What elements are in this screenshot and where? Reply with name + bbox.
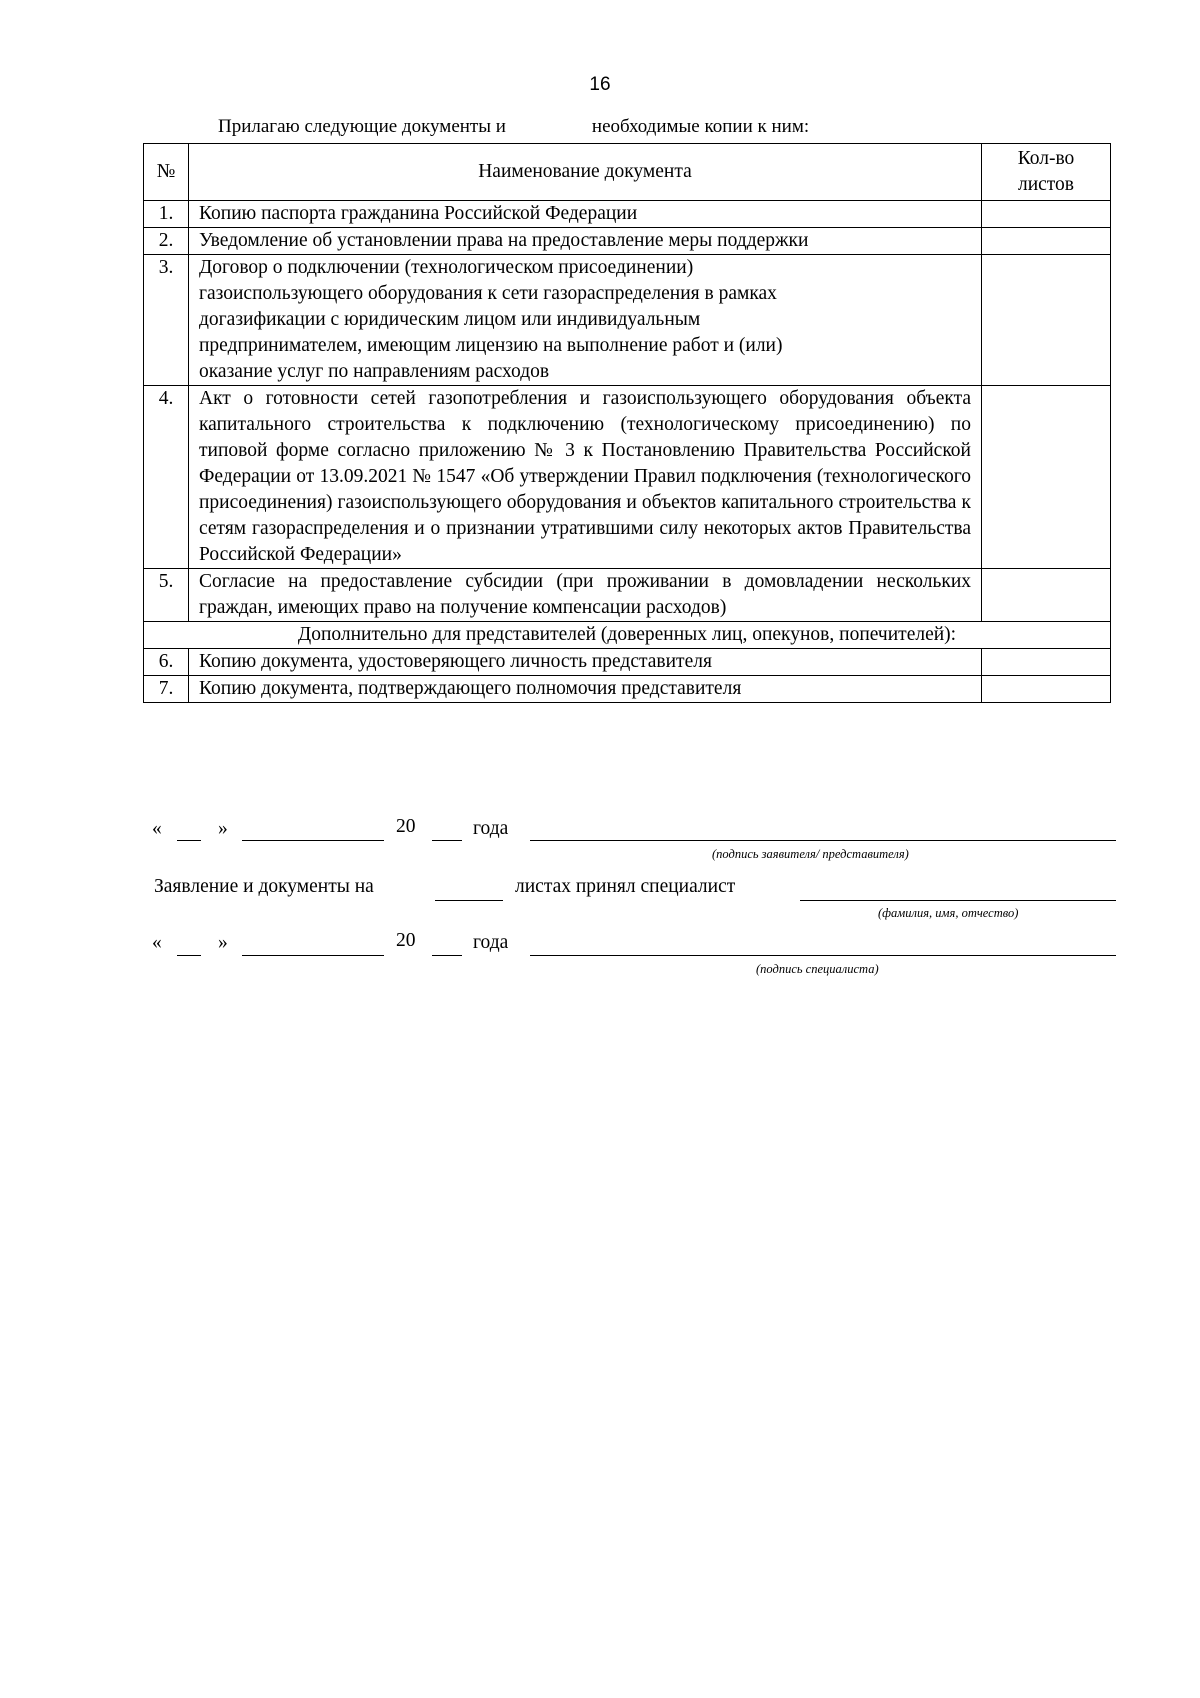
row-number: 2.: [144, 228, 189, 255]
row-number: 5.: [144, 569, 189, 622]
row-sheet-count: [982, 386, 1111, 569]
day-field[interactable]: [177, 955, 201, 956]
row-document-name: Копию паспорта гражданина Российской Федерации: [189, 201, 982, 228]
quote-close: »: [218, 932, 228, 953]
quote-close: »: [218, 818, 228, 839]
year-suffix: года: [473, 932, 509, 953]
specialist-name-caption: (фамилия, имя, отчество): [878, 906, 1019, 920]
header-count-line-1: Кол-во: [1017, 148, 1075, 169]
quote-open: «: [152, 818, 162, 839]
row-sheet-count: [982, 228, 1111, 255]
year-prefix: 20: [396, 816, 416, 837]
year-suffix: года: [473, 818, 509, 839]
row-number: 6.: [144, 649, 189, 676]
month-field[interactable]: [242, 955, 384, 956]
table-header-row: [144, 144, 1111, 201]
received-text: Заявление и документы на: [154, 876, 374, 897]
intro-part-1: Прилагаю следующие документы и: [218, 116, 506, 137]
applicant-signature-caption: (подпись заявителя/ представителя): [712, 847, 909, 861]
row-number: 1.: [144, 201, 189, 228]
row-document-name: Копию документа, удостоверяющего личность представителя: [189, 649, 982, 676]
header-number: №: [144, 144, 189, 201]
applicant-signature-field[interactable]: [530, 840, 1116, 841]
row-sheet-count: [982, 649, 1111, 676]
specialist-signature-field[interactable]: [530, 955, 1116, 956]
sheets-text: листах принял специалист: [515, 876, 736, 897]
row-number: 4.: [144, 386, 189, 569]
header-count-line-2: листов: [1017, 174, 1075, 195]
specialist-signature-caption: (подпись специалиста): [756, 962, 879, 976]
representatives-note: Дополнительно для представителей (доверенных лиц, опекунов, попечителей):: [144, 622, 1111, 649]
intro-part-2: необходимые копии к ним:: [591, 116, 810, 137]
table-row: [144, 228, 1111, 255]
header-document-name: Наименование документа: [189, 144, 982, 201]
table-row: [144, 649, 1111, 676]
specialist-name-field[interactable]: [800, 900, 1116, 901]
row-sheet-count: [982, 201, 1111, 228]
row-sheet-count: [982, 676, 1111, 703]
quote-open: «: [152, 932, 162, 953]
row-sheet-count: [982, 569, 1111, 622]
table-row: [144, 201, 1111, 228]
day-field[interactable]: [177, 840, 201, 841]
table-row: [144, 569, 1111, 622]
intro-text: [218, 116, 809, 138]
sheets-count-field[interactable]: [435, 900, 503, 901]
year-field[interactable]: [432, 840, 462, 841]
row-document-name: Согласие на предоставление субсидии (при проживании в домовладении нескольких граждан, имеющих право на получение компенсации расходов): [189, 569, 982, 622]
row-document-name: Акт о готовности сетей газопотребления и газоиспользующего оборудования объекта капитального строительства к подключению (технологическому присоединению) по типовой форме согласно приложению № 3 к Постановлению Правительства Российской Федерации от 13.09.2021 № 1547 «Об утверждении Правил подключения (технологического присоединения) газоиспользующего оборудования и объектов капитального строительства к сетям газораспределения и о признании утратившими силу некоторых актов Правительства Российской Федерации»: [189, 386, 982, 569]
row-document-name: Уведомление об установлении права на предоставление меры поддержки: [189, 228, 982, 255]
representatives-note-row: [144, 622, 1111, 649]
table-row: [144, 255, 1111, 386]
year-field[interactable]: [432, 955, 462, 956]
month-field[interactable]: [242, 840, 384, 841]
page-number: 16: [589, 74, 611, 95]
row-document-name: Договор о подключении (технологическом присоединении) газоиспользующего оборудования к сети газораспределения в рамках догазификации с юридическим лицом или индивидуальным предпринимателем, имеющим лицензию на выполнение работ и (или) оказание услуг по направлениям расходов: [189, 255, 982, 386]
row-number: 7.: [144, 676, 189, 703]
table-row: [144, 676, 1111, 703]
documents-table: [143, 143, 1111, 703]
row-sheet-count: [982, 255, 1111, 386]
row-document-name: Копию документа, подтверждающего полномочия представителя: [189, 676, 982, 703]
row-number: 3.: [144, 255, 189, 386]
table-row: [144, 386, 1111, 569]
year-prefix: 20: [396, 930, 416, 951]
header-sheet-count: [982, 144, 1111, 201]
